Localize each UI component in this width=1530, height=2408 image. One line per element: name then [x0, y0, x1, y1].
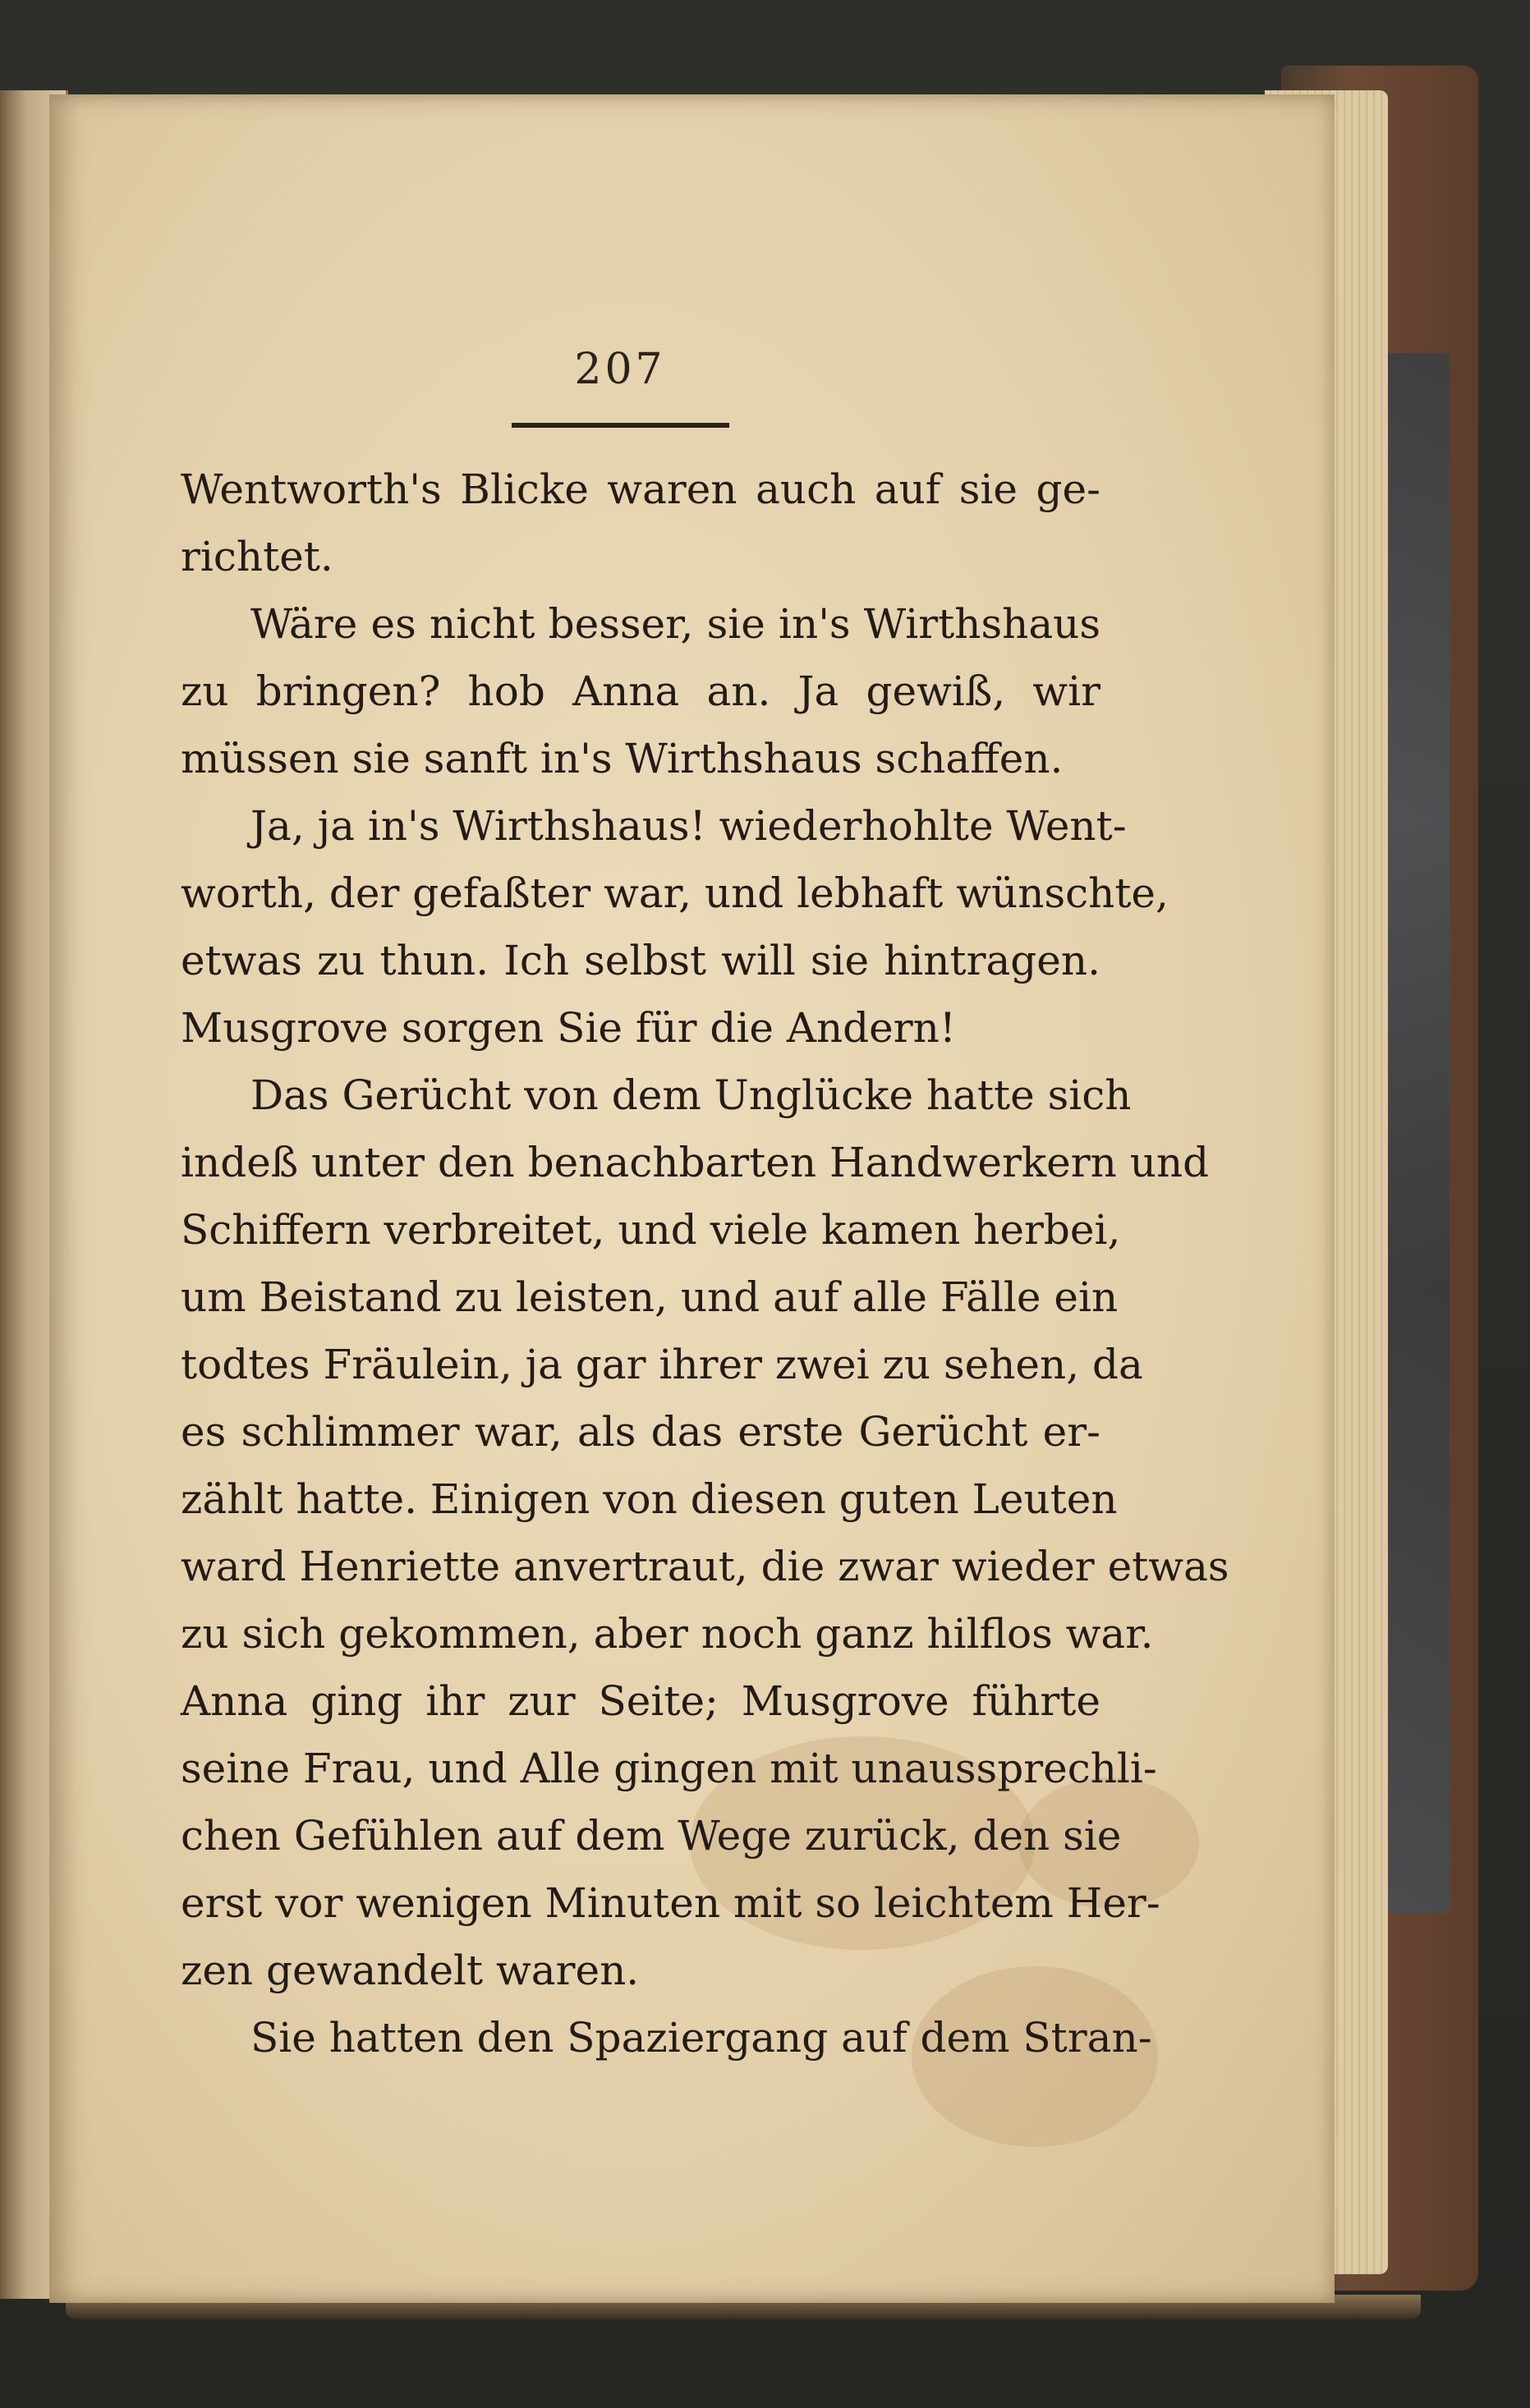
text-line: Das Gerücht von dem Unglücke hatte sich — [250, 1071, 1132, 1119]
text-line: seine Frau, und Alle gingen mit unaussprechli- — [181, 1745, 1157, 1792]
text-line: indeß unter den benachbarten Handwerkern und — [181, 1139, 1210, 1186]
text-line: Wentworth's Blicke waren auch auf sie ge- — [181, 466, 1100, 513]
text-line: richtet. — [181, 533, 333, 580]
text-line: zen gewandelt waren. — [181, 1947, 640, 1994]
text-line: Wäre es nicht besser, sie in's Wirthshaus — [250, 600, 1100, 648]
text-line: um Beistand zu leisten, und auf alle Fälle ein — [181, 1273, 1119, 1321]
page-number: 207 — [574, 345, 666, 394]
text-line: todtes Fräulein, ja gar ihrer zwei zu sehen, da — [181, 1341, 1143, 1388]
text-line: müssen sie sanft in's Wirthshaus schaffen. — [181, 735, 1064, 782]
body-text — [181, 456, 1229, 2071]
text-line: ward Henriette anvertraut, die zwar wieder etwas — [181, 1543, 1229, 1590]
book-page — [49, 94, 1335, 2303]
text-line: es schlimmer war, als das erste Gerücht er- — [181, 1408, 1100, 1456]
text-line: chen Gefühlen auf dem Wege zurück, den sie — [181, 1812, 1122, 1860]
text-line: erst vor wenigen Minuten mit so leichtem Her- — [181, 1879, 1160, 1927]
text-line: Sie hatten den Spaziergang auf dem Stran- — [250, 2014, 1152, 2062]
text-line: Musgrove sorgen Sie für die Andern! — [181, 1004, 956, 1052]
text-line: etwas zu thun. Ich selbst will sie hintragen. — [181, 937, 1100, 984]
text-line: zu sich gekommen, aber noch ganz hilflos war. — [181, 1610, 1154, 1658]
text-line: worth, der gefaßter war, und lebhaft wünschte, — [181, 869, 1169, 917]
text-line: Anna ging ihr zur Seite; Musgrove führte — [181, 1677, 1100, 1725]
text-line: Ja, ja in's Wirthshaus! wiederhohlte Went- — [250, 802, 1127, 850]
text-line: zu bringen? hob Anna an. Ja gewiß, wir — [181, 667, 1100, 715]
header-rule — [512, 423, 729, 428]
text-line: Schiffern verbreitet, und viele kamen herbei, — [181, 1206, 1121, 1254]
text-line: zählt hatte. Einigen von diesen guten Leuten — [181, 1475, 1118, 1523]
